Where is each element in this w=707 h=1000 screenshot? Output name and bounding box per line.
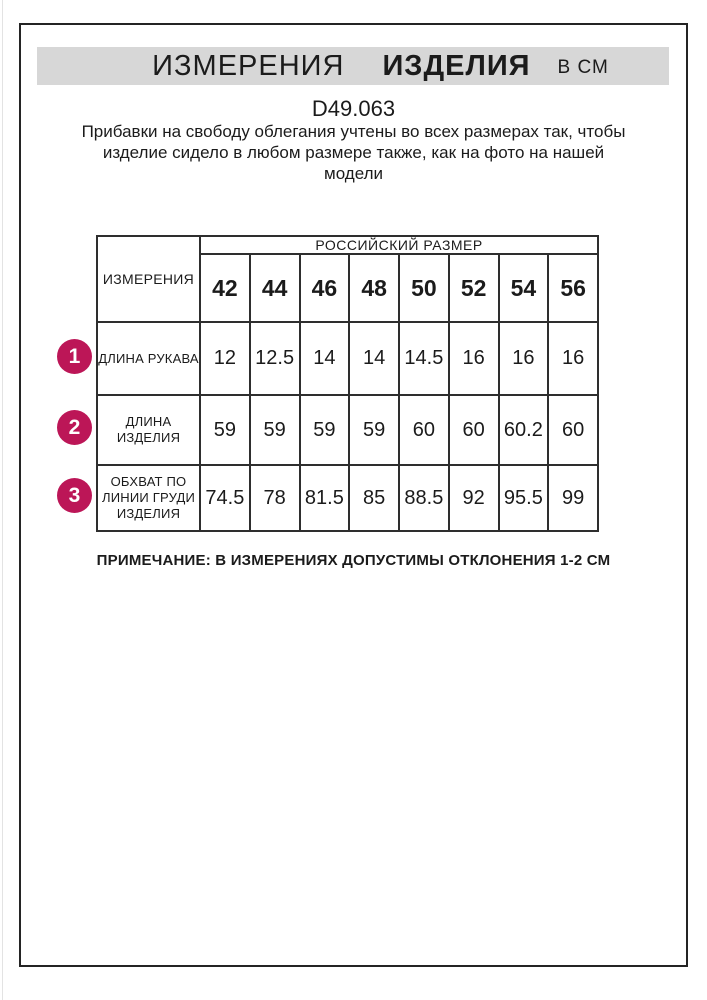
table-cell: 74.5 [200,465,250,531]
tolerance-note: ПРИМЕЧАНИЕ: В ИЗМЕРЕНИЯХ ДОПУСТИМЫ ОТКЛОНЕНИЯ 1-2 СМ [96,552,611,569]
table-cell: 59 [200,395,250,465]
size-header: 48 [349,254,399,322]
table-cell: 99 [548,465,598,531]
size-header: 54 [499,254,549,322]
table-cell: 60 [548,395,598,465]
table-cell: 59 [349,395,399,465]
row-number-badge-2: 2 [57,410,92,445]
size-table [96,235,599,532]
table-cell: 14 [300,322,350,395]
table-cell: 12 [200,322,250,395]
page-title: ИЗМЕРЕНИЯ [152,49,345,82]
page-title-emphasis: ИЗДЕЛИЯ [382,49,531,82]
table-cell: 60 [399,395,449,465]
table-cell: 16 [499,322,549,395]
fit-description: Прибавки на свободу облегания учтены во всех размерах так, чтобы изделие сидело в любом размере также, как на фото на нашей модели [81,122,626,183]
row-label-garment-length: ДЛИНА ИЗДЕЛИЯ [97,395,200,465]
table-group-header-row [97,236,598,254]
table-row [97,395,598,465]
size-header: 56 [548,254,598,322]
row-number-badge-1: 1 [57,339,92,374]
table-cell: 60.2 [499,395,549,465]
table-cell: 59 [250,395,300,465]
table-cell: 95.5 [499,465,549,531]
table-cell: 88.5 [399,465,449,531]
table-cell: 16 [449,322,499,395]
table-cell: 81.5 [300,465,350,531]
size-header: 46 [300,254,350,322]
table-row [97,322,598,395]
table-cell: 85 [349,465,399,531]
table-cell: 92 [449,465,499,531]
title-band [37,47,669,85]
table-cell: 12.5 [250,322,300,395]
product-code: D49.063 [311,96,396,121]
table-cell: 14.5 [399,322,449,395]
table-cell: 60 [449,395,499,465]
table-cell: 16 [548,322,598,395]
size-header: 42 [200,254,250,322]
page-frame [19,23,688,967]
russian-size-header: РОССИЙСКИЙ РАЗМЕР [200,236,598,254]
measurements-column-header: ИЗМЕРЕНИЯ [97,236,200,322]
size-header: 52 [449,254,499,322]
row-label-sleeve-length: ДЛИНА РУКАВА [97,322,200,395]
size-header: 50 [399,254,449,322]
size-table-area [68,235,597,532]
table-cell: 78 [250,465,300,531]
table-cell: 59 [300,395,350,465]
units-label: В СМ [557,57,609,78]
scan-edge-artifact [2,0,3,1000]
size-header: 44 [250,254,300,322]
table-row [97,465,598,531]
row-number-badge-3: 3 [57,478,92,513]
row-label-chest-girth: ОБХВАТ ПО ЛИНИИ ГРУДИ ИЗДЕЛИЯ [97,465,200,531]
table-cell: 14 [349,322,399,395]
